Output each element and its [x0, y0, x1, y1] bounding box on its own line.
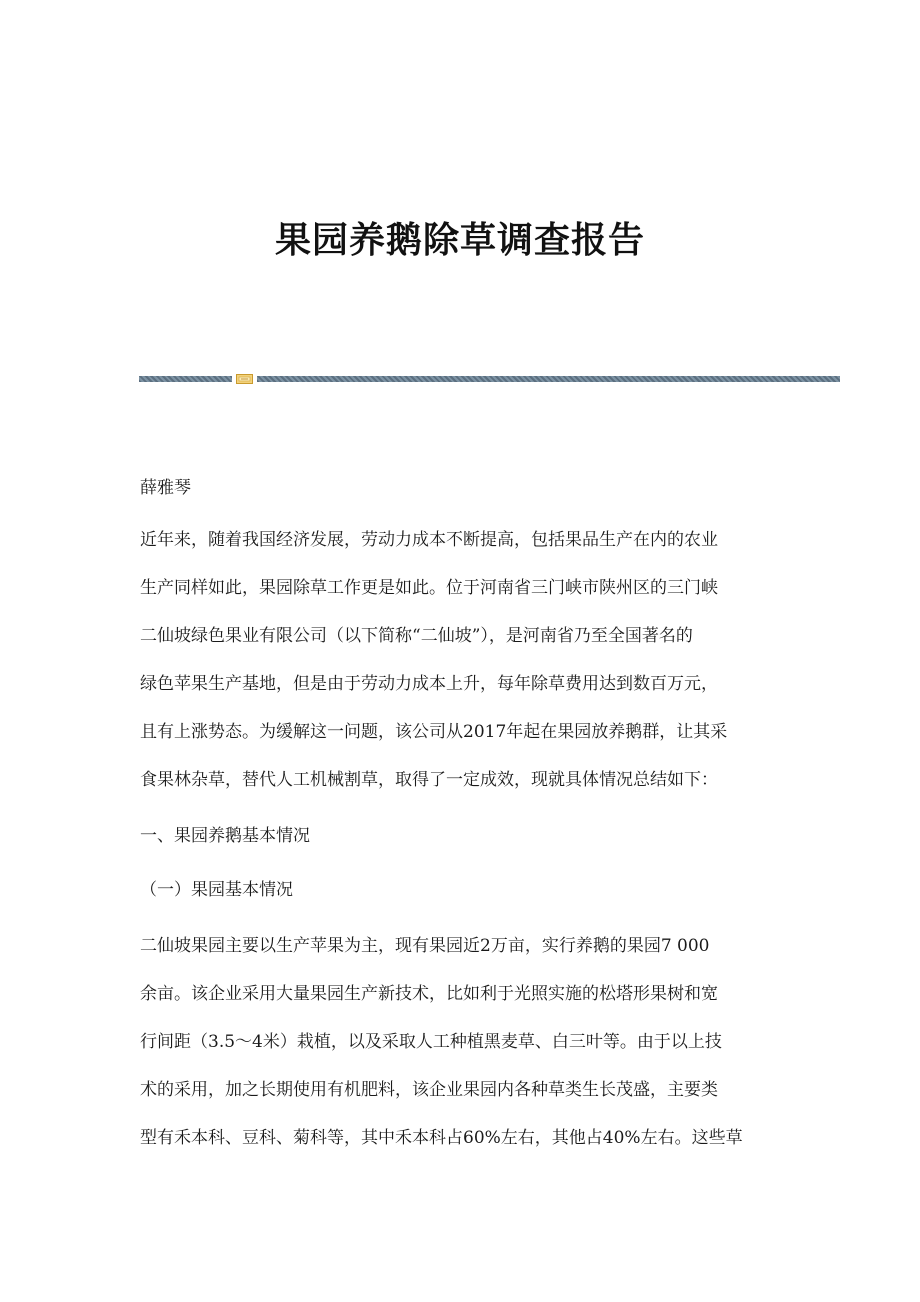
body-line: 术的采用，加之长期使用有机肥料，该企业果园内各种草类生长茂盛，主要类	[140, 1080, 718, 1100]
intro-line: 近年来，随着我国经济发展，劳动力成本不断提高，包括果品生产在内的农业	[140, 530, 718, 550]
document-title: 果园养鹅除草调查报告	[274, 220, 645, 261]
intro-line: 绿色苹果生产基地，但是由于劳动力成本上升，每年除草费用达到数百万元，	[140, 674, 718, 694]
author-name: 薛雅琴	[140, 478, 191, 498]
intro-line: 食果林杂草，替代人工机械割草，取得了一定成效，现就具体情况总结如下：	[140, 770, 718, 790]
divider-bar-left	[139, 376, 232, 382]
divider-ornament-icon	[236, 374, 253, 384]
body-line: 二仙坡果园主要以生产苹果为主，现有果园近2万亩，实行养鹅的果园7 000	[140, 936, 710, 956]
intro-line: 且有上涨势态。为缓解这一问题，该公司从2017年起在果园放养鹅群，让其采	[140, 722, 728, 742]
divider-bar-right	[257, 376, 840, 382]
intro-line: 二仙坡绿色果业有限公司（以下简称“二仙坡”），是河南省乃至全国著名的	[140, 626, 693, 646]
body-paragraph	[140, 922, 790, 1162]
intro-line: 生产同样如此，果园除草工作更是如此。位于河南省三门峡市陕州区的三门峡	[140, 578, 718, 598]
body-line: 型有禾本科、豆科、菊科等，其中禾本科占60%左右，其他占40%左右。这些草	[140, 1128, 743, 1148]
subsection-heading: （一）果园基本情况	[140, 880, 293, 900]
title-divider	[139, 374, 840, 384]
body-line: 行间距（3.5～4米）栽植，以及采取人工种植黑麦草、白三叶等。由于以上技	[140, 1032, 722, 1052]
intro-paragraph	[140, 516, 790, 804]
body-line: 余亩。该企业采用大量果园生产新技术，比如利于光照实施的松塔形果树和宽	[140, 984, 718, 1004]
section-heading: 一、果园养鹅基本情况	[140, 826, 310, 846]
